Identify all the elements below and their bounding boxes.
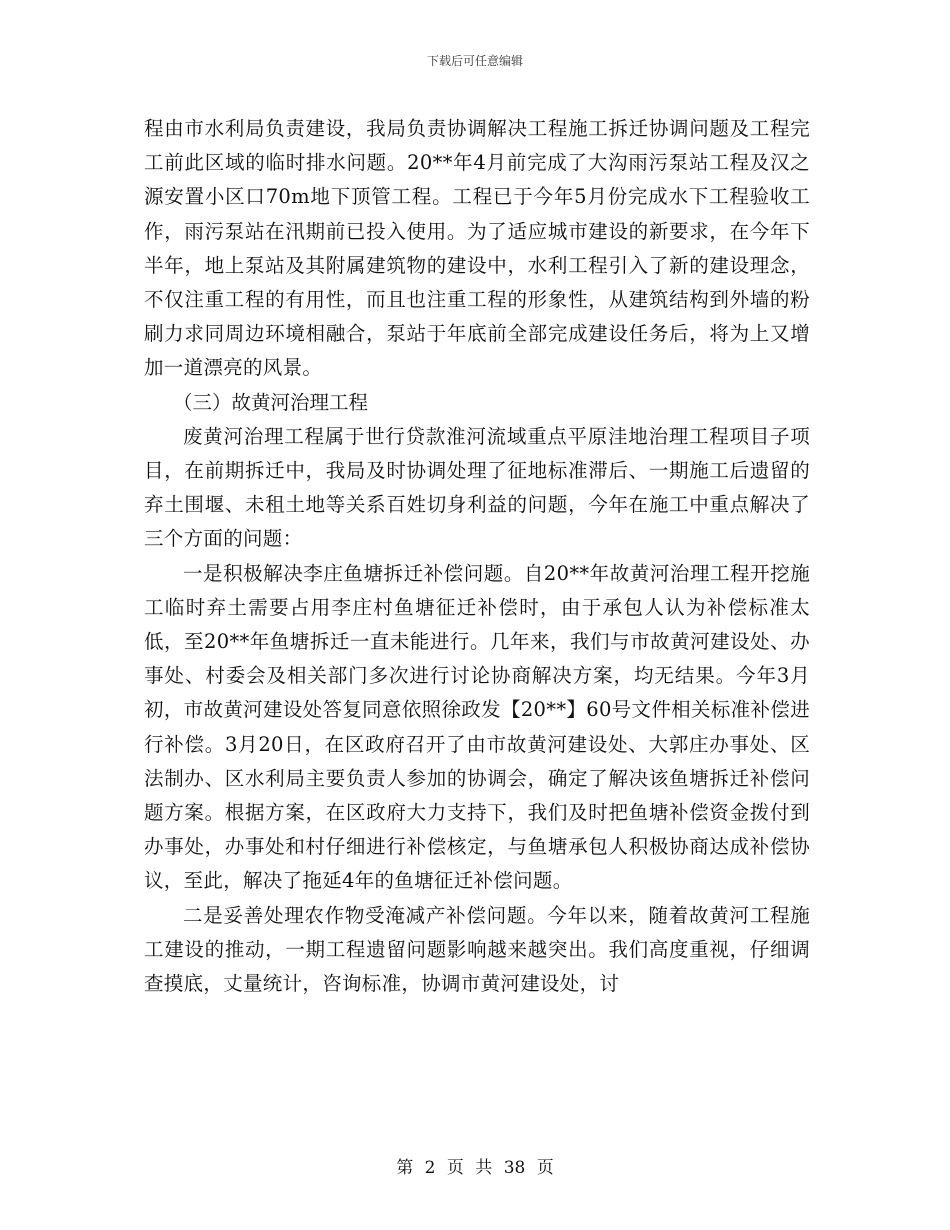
- page-footer: 第 2 页 共 38 页: [396, 1158, 554, 1178]
- paragraph-intro: 废黄河治理工程属于世行贷款淮河流域重点平原洼地治理工程项目子项目，在前期拆迁中，我局及时协调处理了征地标准滞后、一期施工后遗留的弃土围堰、未租土地等关系百姓切身利益的问题，今年在施工中重点解决了三个方面的问题：: [144, 424, 810, 551]
- paragraph-point-two: 二是妥善处理农作物受淹减产补偿问题。今年以来，随着故黄河工程施工建设的推动，一期工程遗留问题影响越来越突出。我们高度重视，仔细调查摸底，丈量统计，咨询标准，协调市黄河建设处，讨: [144, 903, 810, 996]
- document-body: [144, 112, 810, 1001]
- paragraph-point-one: 一是积极解决李庄鱼塘拆迁补偿问题。自20**年故黄河治理工程开挖施工临时弃土需要占用李庄村鱼塘征迁补偿时，由于承包人认为补偿标准太低，至20**年鱼塘拆迁一直未能进行。几年来，我们与市故黄河建设处、办事处、村委会及相关部门多次进行讨论协商解决方案，均无结果。今年3月初，市故黄河建设处答复同意依照徐政发【20**】60号文件相关标准补偿进行补偿。3月20日，在区政府召开了由市故黄河建设处、大郭庄办事处、区法制办、区水利局主要负责人参加的协调会，确定了解决该鱼塘拆迁补偿问题方案。根据方案，在区政府大力支持下，我们及时把鱼塘补偿资金拨付到办事处，办事处和村仔细进行补偿核定，与鱼塘承包人积极协商达成补偿协议，至此，解决了拖延4年的鱼塘征迁补偿问题。: [144, 561, 810, 893]
- page-header: 下载后可任意编辑: [426, 54, 523, 68]
- section-heading: （三）故黄河治理工程: [173, 390, 369, 414]
- paragraph-continuation: 程由市水利局负责建设，我局负责协调解决工程施工拆迁协调问题及工程完工前此区域的临时排水问题。20**年4月前完成了大沟雨污泵站工程及汉之源安置小区口70m地下顶管工程。工程已于今年5月份完成水下工程验收工作，雨污泵站在汛期前已投入使用。为了适应城市建设的新要求，在今年下半年，地上泵站及其附属建筑物的建设中，水利工程引入了新的建设理念，不仅注重工程的有用性，而且也注重工程的形象性，从建筑结构到外墙的粉刷力求同周边环境相融合，泵站于年底前全部完成建设任务后，将为上又增加一道漂亮的风景。: [144, 117, 810, 380]
